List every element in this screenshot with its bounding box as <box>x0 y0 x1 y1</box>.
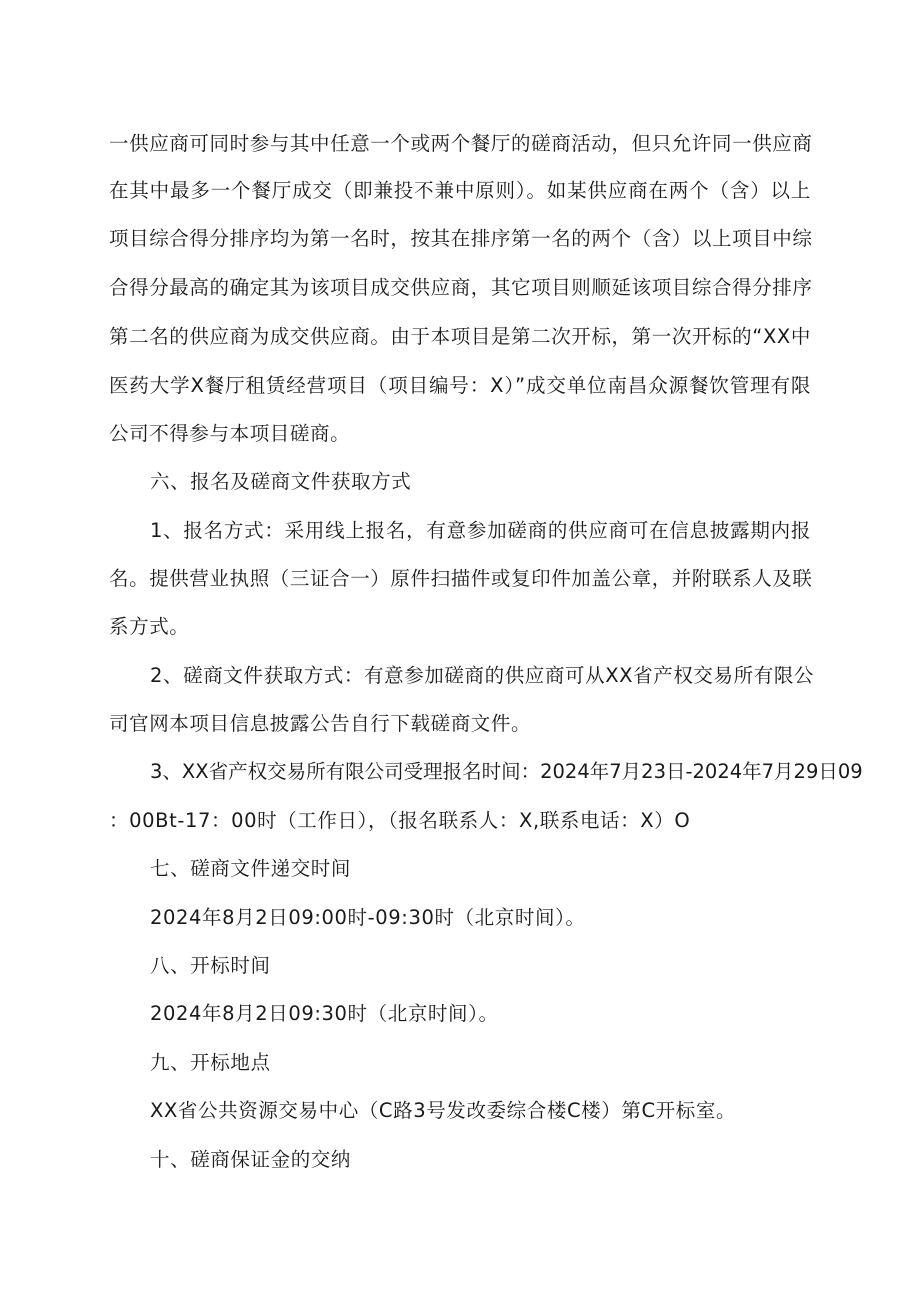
paragraph-line: 在其中最多一个餐厅成交（即兼投不兼中原则）。如某供应商在两个（含）以上 <box>109 179 811 202</box>
item-3-line: ：00Bt-17：00时（工作日），（报名联系人：X,联系电话：X）O <box>109 809 691 832</box>
section-9-text: XX省公共资源交易中心（C路3号发改委综合楼C楼）第C开标室。 <box>150 1099 737 1122</box>
paragraph-line: 公司不得参与本项目磋商。 <box>109 422 351 445</box>
section-heading-9: 九、开标地点 <box>150 1051 271 1074</box>
section-8-text: 2024年8月2日09:30时（北京时间）。 <box>150 1002 499 1025</box>
item-2-line: 司官网本项目信息披露公告自行下载磋商文件。 <box>109 712 532 735</box>
paragraph-line: 项目综合得分排序均为第一名时，按其在排序第一名的两个（含）以上项目中综 <box>109 227 813 250</box>
paragraph-line: 医药大学X餐厅租赁经营项目（项目编号：X）”成交单位南昌众源餐饮管理有限 <box>109 374 811 397</box>
section-heading-10: 十、磋商保证金的交纳 <box>150 1148 352 1171</box>
section-heading-7: 七、磋商文件递交时间 <box>150 857 352 880</box>
section-heading-6: 六、报名及磋商文件获取方式 <box>150 470 412 493</box>
item-1-line: 名。提供营业执照（三证合一）原件扫描件或复印件加盖公章，并附联系人及联 <box>109 567 813 590</box>
paragraph-line: 一供应商可同时参与其中任意一个或两个餐厅的磋商活动，但只允许同一供应商 <box>109 132 813 155</box>
paragraph-line: 合得分最高的确定其为该项目成交供应商，其它项目则顺延该项目综合得分排序 <box>109 276 813 299</box>
item-2-line: 2、磋商文件获取方式：有意参加磋商的供应商可从XX省产权交易所有限公 <box>150 664 815 687</box>
item-1-line: 1、报名方式：采用线上报名，有意参加磋商的供应商可在信息披露期内报 <box>150 519 811 542</box>
section-7-text: 2024年8月2日09:00时-09:30时（北京时间）。 <box>150 906 586 929</box>
item-3-line: 3、XX省产权交易所有限公司受理报名时间：2024年7月23日-2024年7月29日09 <box>150 760 863 783</box>
item-1-line: 系方式。 <box>109 615 190 638</box>
paragraph-line: 第二名的供应商为成交供应商。由于本项目是第二次开标，第一次开标的“XX中 <box>109 325 811 348</box>
section-heading-8: 八、开标时间 <box>150 954 271 977</box>
